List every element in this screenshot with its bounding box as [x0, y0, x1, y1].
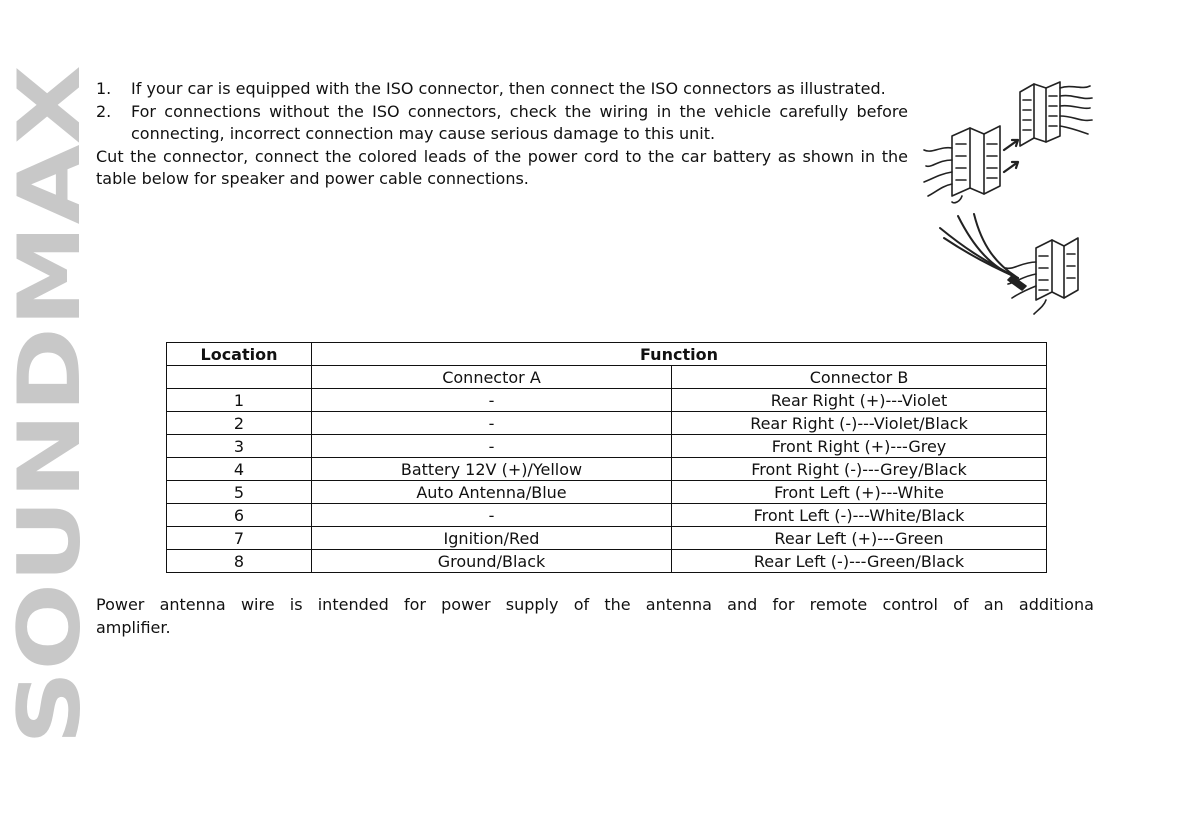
- power-antenna-note: [96, 594, 1094, 639]
- connector-b-subheader: Connector B: [672, 366, 1047, 389]
- note-word: antenna: [159, 595, 226, 614]
- instruction-text: For connections without the ISO connectors, check the wiring in the vehicle carefully before connecting, incorrect connection may cause serious damage to this unit.: [131, 101, 908, 143]
- connector-b-cell: Rear Right (-)---Violet/Black: [672, 412, 1047, 435]
- connection-paragraph: Cut the connector, connect the colored leads of the power cord to the car battery as shown in the table below for speaker and power cable connections.: [96, 146, 908, 188]
- connector-a-subheader: Connector A: [312, 366, 672, 389]
- brand-logo-vertical: [0, 58, 100, 752]
- location-cell: 8: [167, 550, 312, 573]
- connector-b-cell: Front Left (+)---White: [672, 481, 1047, 504]
- connector-b-cell: Rear Left (-)---Green/Black: [672, 550, 1047, 573]
- note-word: intended: [317, 595, 389, 614]
- table-row: [167, 412, 1047, 435]
- connector-a-cell: Auto Antenna/Blue: [312, 481, 672, 504]
- connector-illustrations: [922, 78, 1094, 318]
- note-word: control: [882, 595, 938, 614]
- note-word: an: [983, 595, 1004, 614]
- instruction-list: [96, 78, 908, 146]
- note-word: for: [772, 595, 795, 614]
- iso-connectors-plug-illustration: [924, 82, 1092, 203]
- connector-a-cell: Ground/Black: [312, 550, 672, 573]
- note-word: and: [727, 595, 758, 614]
- location-cell: 7: [167, 527, 312, 550]
- instruction-item-2: [96, 101, 908, 146]
- location-cell: 3: [167, 435, 312, 458]
- connector-a-cell: -: [312, 389, 672, 412]
- table-header-row: [167, 343, 1047, 366]
- connector-a-cell: -: [312, 504, 672, 527]
- table-row: [167, 458, 1047, 481]
- location-cell: 5: [167, 481, 312, 504]
- connector-b-cell: Rear Left (+)---Green: [672, 527, 1047, 550]
- note-line-2: amplifier.: [96, 617, 171, 637]
- note-word: remote: [809, 595, 868, 614]
- connector-cut-pliers-illustration: [940, 214, 1078, 314]
- connector-a-cell: Ignition/Red: [312, 527, 672, 550]
- intro-instructions: [96, 78, 908, 191]
- wiring-table: [166, 342, 1047, 573]
- note-line-1: [96, 594, 1094, 617]
- location-cell: 2: [167, 412, 312, 435]
- note-word: for: [403, 595, 426, 614]
- table-row: [167, 435, 1047, 458]
- note-word: power: [441, 595, 491, 614]
- table-row: [167, 550, 1047, 573]
- note-word: of: [953, 595, 969, 614]
- note-word: the: [604, 595, 631, 614]
- instruction-number: 2.: [96, 101, 112, 121]
- table-row: [167, 504, 1047, 527]
- location-cell: 4: [167, 458, 312, 481]
- location-cell: 1: [167, 389, 312, 412]
- note-word: wire: [240, 595, 275, 614]
- note-word: supply: [505, 595, 559, 614]
- location-column-header: Location: [167, 343, 312, 366]
- connector-a-cell: -: [312, 435, 672, 458]
- instruction-number: 1.: [96, 79, 112, 98]
- table-row: [167, 389, 1047, 412]
- connector-b-cell: Rear Right (+)---Violet: [672, 389, 1047, 412]
- connector-a-cell: -: [312, 412, 672, 435]
- note-word: additiona: [1018, 595, 1094, 614]
- note-word: is: [289, 595, 303, 614]
- connector-a-cell: Battery 12V (+)/Yellow: [312, 458, 672, 481]
- table-subheader-row: [167, 366, 1047, 389]
- note-word: antenna: [645, 595, 712, 614]
- connector-b-cell: Front Right (+)---Grey: [672, 435, 1047, 458]
- location-cell: 6: [167, 504, 312, 527]
- connector-b-cell: Front Left (-)---White/Black: [672, 504, 1047, 527]
- table-row: [167, 527, 1047, 550]
- function-column-header: Function: [312, 343, 1047, 366]
- location-subheader: [167, 366, 312, 389]
- brand-logo-text: SOUNDMAX: [0, 178, 100, 746]
- instruction-item-1: [96, 78, 908, 101]
- connector-b-cell: Front Right (-)---Grey/Black: [672, 458, 1047, 481]
- instruction-text: If your car is equipped with the ISO connector, then connect the ISO connectors as illustrated.: [131, 79, 886, 98]
- table-row: [167, 481, 1047, 504]
- note-word: of: [573, 595, 590, 614]
- note-word: Power: [96, 595, 145, 614]
